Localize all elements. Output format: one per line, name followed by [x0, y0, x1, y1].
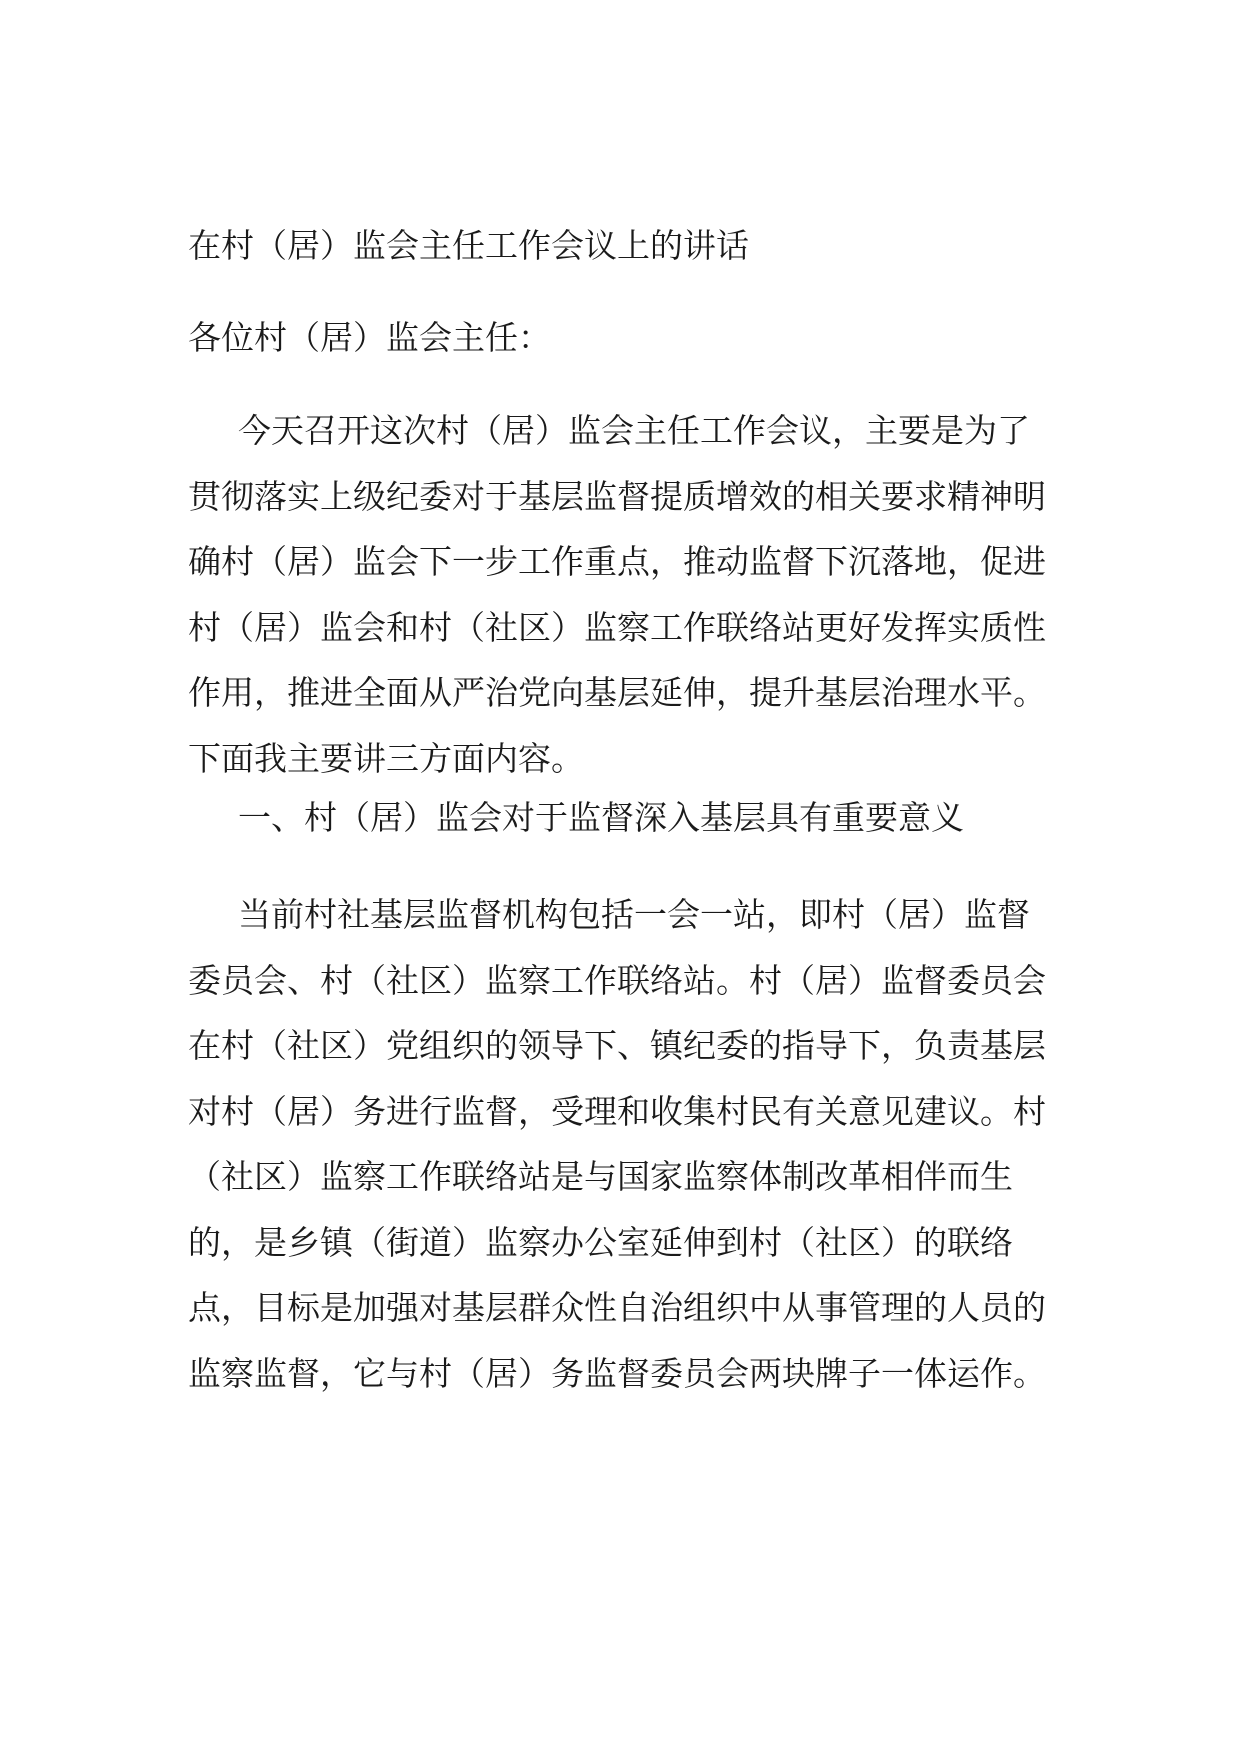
- body-paragraph-2: 当前村社基层监督机构包括一会一站，即村（居）监督委员会、村（社区）监察工作联络站。村（居）监督委员会在村（社区）党组织的领导下、镇纪委的指导下，负责基层对村（居）务进行监督，受理和收集村民有关意见建议。村（社区）监察工作联络站是与国家监察体制改革相伴而生的，是乡镇（街道）监察办公室延伸到村（社区）的联络点，目标是加强对基层群众性自治组织中从事管理的人员的监察监督，它与村（居）务监督委员会两块牌子一体运作。: [188, 895, 1046, 1393]
- document-title: 在村（居）监会主任工作会议上的讲话: [188, 226, 749, 265]
- salutation: 各位村（居）监会主任：: [188, 318, 551, 357]
- intro-paragraph: 今天召开这次村（居）监会主任工作会议，主要是为了贯彻落实上级纪委对于基层监督提质增效的相关要求精神明确村（居）监会下一步工作重点，推动监督下沉落地，促进村（居）监会和村（社区）监察工作联络站更好发挥实质性作用，推进全面从严治党向基层延伸，提升基层治理水平。下面我主要讲三方面内容。: [188, 411, 1046, 778]
- section-heading-1: 一、村（居）监会对于监督深入基层具有重要意义: [238, 798, 964, 837]
